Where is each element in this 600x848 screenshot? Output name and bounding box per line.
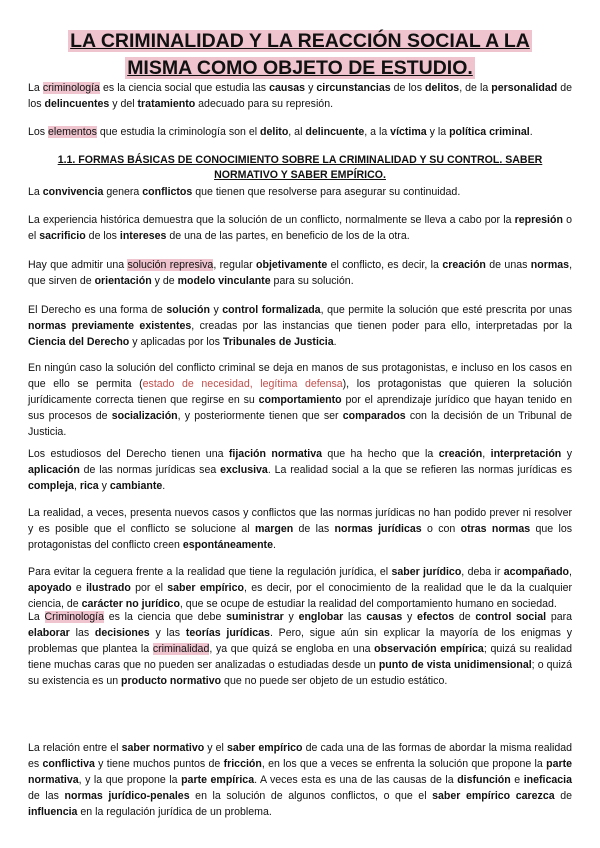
bold-term: causas	[366, 611, 403, 623]
text-run: . Pero, sigue aún sin explicar la mayoría de los enigmas y problemas que plantea la	[28, 627, 572, 655]
text-run: , creadas por las instancias que tienen poder para ello, interpretadas por la	[191, 320, 573, 332]
text-run: ,	[482, 448, 491, 460]
bold-term: delito	[260, 126, 289, 138]
text-run: y la	[426, 126, 450, 138]
bold-term: acompañado	[503, 566, 570, 578]
text-run: y el	[204, 742, 227, 754]
paragraph	[28, 446, 572, 494]
bold-term: control formalizada	[222, 304, 321, 316]
bold-term: saber jurídico	[391, 566, 462, 578]
paragraph	[28, 505, 572, 553]
text-run: o con	[421, 523, 461, 535]
paragraph	[28, 257, 572, 289]
text-run: . La realidad social a la que se refieren las normas jurídicas es	[267, 464, 572, 476]
text-run: ,	[569, 566, 572, 578]
text-run: .	[162, 480, 166, 492]
bold-term: conflictiva	[42, 758, 95, 770]
text-run: , que se ocupe de estudiar la realidad del comportamiento humano en sociedad.	[179, 598, 557, 610]
text-run: , y la que propone la	[78, 774, 182, 786]
text-run: de las	[28, 790, 65, 802]
text-run: . A veces esta es una de las causas de la	[254, 774, 458, 786]
paragraph	[28, 609, 572, 689]
bold-term: saber normativo	[121, 742, 205, 754]
text-run: , de la	[459, 82, 492, 94]
bold-term: apoyado	[28, 582, 72, 594]
text-run: y	[305, 82, 317, 94]
text-run: de	[554, 790, 572, 802]
text-run: Los estudiosos del Derecho tienen una	[28, 448, 229, 460]
paragraph	[28, 302, 572, 350]
text-run: de los	[85, 230, 120, 242]
text-run: La relación entre el	[28, 742, 122, 754]
text-run: es la ciencia que debe	[104, 611, 227, 623]
bold-term: producto normativo	[121, 675, 222, 687]
text-run: , y posteriormente tienen que ser	[177, 410, 343, 422]
text-run: , en los que a veces se enfrenta la solución que propone la	[261, 758, 547, 770]
text-run: , que permite la solución que esté prescrita por unas	[320, 304, 573, 316]
text-run: y aplicadas por los	[129, 336, 223, 348]
bold-term: carácter no jurídico	[81, 598, 180, 610]
paragraph	[28, 212, 572, 244]
text-run: y tiene muchos puntos de	[94, 758, 224, 770]
section-heading: 1.1. FORMAS BÁSICAS DE CONOCIMIENTO SOBRE LA CRIMINALIDAD Y SU CONTROL. SABER NORMATIVO Y SABER EMPÍRICO.	[57, 154, 543, 181]
bold-term: política criminal	[449, 126, 530, 138]
bold-term: orientación	[94, 275, 152, 287]
highlighted-term: criminalidad	[152, 643, 210, 655]
bold-term: suministrar	[226, 611, 284, 623]
text-run: en la regulación jurídica de un problema.	[77, 806, 272, 818]
bold-term: control social	[475, 611, 547, 623]
text-run: de las	[293, 523, 335, 535]
text-run: e	[71, 582, 87, 594]
paragraph	[28, 124, 572, 140]
paragraph	[28, 360, 572, 440]
bold-term: parte empírica	[181, 774, 255, 786]
text-run: por el aprendizaje jurídico que hayan tenido en sus procesos de	[28, 394, 572, 422]
text-run: ,	[73, 480, 80, 492]
bold-term: objetivamente	[256, 259, 328, 271]
bold-term: englobar	[298, 611, 344, 623]
text-run: , que sirven de	[28, 259, 573, 287]
highlighted-term: elementos	[48, 126, 97, 138]
bold-term: circunstancias	[316, 82, 391, 94]
text-run: ; quizá su realidad tiene muchas caras que no pueden ser analizadas o estudiadas desde un	[28, 643, 572, 671]
text-run: de	[454, 611, 476, 623]
bold-term: margen	[254, 523, 294, 535]
bold-term: delincuente	[305, 126, 365, 138]
text-run: La realidad, a veces, presenta nuevos casos y conflictos que las normas jurídicas no han podido prever ni resolver y es posible que el conflicto se solucione al	[28, 507, 572, 535]
text-run: y del	[109, 98, 138, 110]
text-run: que ha hecho que la	[322, 448, 439, 460]
bold-term: normas jurídicas	[334, 523, 422, 535]
bold-term: interpretación	[490, 448, 562, 460]
text-run: para	[546, 611, 573, 623]
bold-term: otras normas	[460, 523, 531, 535]
bold-term: efectos	[417, 611, 455, 623]
text-run: las	[343, 611, 367, 623]
bold-term: comparados	[342, 410, 406, 422]
bold-term: saber empírico	[227, 742, 303, 754]
bold-term: solución	[166, 304, 210, 316]
bold-term: decisiones	[94, 627, 150, 639]
paragraph	[28, 740, 572, 820]
bold-term: elaborar	[28, 627, 70, 639]
text-run: ; o quizá su existencia es un	[28, 659, 572, 687]
bold-term: observación empírica	[374, 643, 484, 655]
bold-term: Tribunales de Justicia	[222, 336, 334, 348]
bold-term: espontáneamente	[182, 539, 273, 551]
bold-term: rica	[79, 480, 99, 492]
bold-term: saber empírico	[167, 582, 244, 594]
bold-term: compleja	[28, 480, 74, 492]
highlighted-term: solución represiva	[127, 259, 214, 271]
bold-term: víctima	[390, 126, 427, 138]
bold-term: ineficacia	[523, 774, 572, 786]
bold-term: comportamiento	[258, 394, 342, 406]
bold-term: intereses	[119, 230, 167, 242]
bold-term: tratamiento	[137, 98, 196, 110]
text-run: , al	[288, 126, 306, 138]
bold-term: normas	[530, 259, 570, 271]
bold-term: ilustrado	[86, 582, 131, 594]
bold-term: delitos	[425, 82, 460, 94]
text-run: para su solución.	[270, 275, 354, 287]
bold-term: cambiante	[109, 480, 163, 492]
text-run: de una de las partes, en beneficio de los de la otra.	[166, 230, 410, 242]
bold-term: Ciencia del Derecho	[28, 336, 130, 348]
text-run: en la solución de algunos conflictos, o que el	[189, 790, 433, 802]
text-run: de cada una de las formas de abordar la misma realidad es	[28, 742, 572, 770]
text-run: , es decir, por el conocimiento de la realidad que le da la cualquier ciencia, de	[28, 582, 573, 610]
text-run: el conflicto, es decir, la	[327, 259, 443, 271]
text-run: La	[28, 611, 45, 623]
highlighted-term: Criminología	[44, 611, 104, 623]
bold-term: influencia	[28, 806, 78, 818]
text-run: es la ciencia social que estudia las	[99, 82, 270, 94]
text-run: .	[272, 539, 276, 551]
text-run: ), los protagonistas que quieren la solución jurídicamente correcta tienen que regirse en su	[28, 378, 573, 406]
document-title: LA CRIMINALIDAD Y LA REACCIÓN SOCIAL A LA MISMA COMO OBJETO DE ESTUDIO.	[70, 30, 530, 79]
text-run: y	[402, 611, 418, 623]
bold-term: fricción	[223, 758, 262, 770]
bold-term: represión	[514, 214, 563, 226]
text-run: adecuado para su represión.	[195, 98, 334, 110]
text-run: El Derecho es una forma de	[28, 304, 167, 316]
bold-term: creación	[438, 448, 483, 460]
paragraph	[28, 564, 572, 612]
text-run: y	[561, 448, 572, 460]
text-run: En ningún caso la solución del conflicto criminal se deja en manos de sus protagonistas, e incluso en los casos en que ello se permita (	[28, 362, 572, 390]
text-run: con la decisión de un Tribunal de Justicia.	[28, 410, 572, 438]
text-run: La experiencia histórica demuestra que la solución de un conflicto, normalmente se lleva a cabo por la	[28, 214, 515, 226]
bold-term: sacrificio	[39, 230, 86, 242]
text-run: y las	[149, 627, 186, 639]
bold-term: convivencia	[42, 186, 104, 198]
highlighted-term: criminología	[42, 82, 100, 94]
text-run: que no puede ser objeto de un estudio estático.	[221, 675, 448, 687]
bold-term: exclusiva	[220, 464, 268, 476]
bold-term: normas jurídico-penales	[64, 790, 190, 802]
bold-term: personalidad	[491, 82, 558, 94]
text-run: e	[510, 774, 524, 786]
text-run: Para evitar la ceguera frente a la realidad que tiene la regulación jurídica, el	[28, 566, 392, 578]
text-run: , ya que quizá se engloba en una	[209, 643, 375, 655]
text-run: , a la	[364, 126, 391, 138]
bold-term: socialización	[111, 410, 178, 422]
text-run: .	[333, 336, 337, 348]
text-run: La	[28, 186, 43, 198]
text-run: de los	[28, 82, 573, 110]
text-run: que tienen que resolverse para asegurar su continuidad.	[192, 186, 461, 198]
text-run: , regular	[213, 259, 256, 271]
text-run: Hay que admitir una	[28, 259, 128, 271]
text-run: que los protagonistas del conflicto creen	[28, 523, 573, 551]
text-run: genera	[103, 186, 143, 198]
bold-term: parte normativa	[28, 758, 572, 786]
paragraph	[28, 80, 572, 112]
bold-term: disfunción	[457, 774, 511, 786]
text-run: las	[69, 627, 95, 639]
text-run: Los	[28, 126, 49, 138]
bold-term: punto de vista unidimensional	[378, 659, 532, 671]
text-run: y	[283, 611, 299, 623]
colored-reference: estado de necesidad, legítima defensa	[142, 378, 343, 390]
text-run: y	[98, 480, 110, 492]
bold-term: delincuentes	[44, 98, 110, 110]
bold-term: saber empírico carezca	[432, 790, 555, 802]
text-run: La	[28, 82, 43, 94]
bold-term: teorías jurídicas	[185, 627, 270, 639]
bold-term: conflictos	[142, 186, 193, 198]
text-run: de los	[390, 82, 426, 94]
text-run: o el	[28, 214, 572, 242]
text-run: de unas	[485, 259, 531, 271]
bold-term: aplicación	[28, 464, 80, 476]
bold-term: modelo vinculante	[177, 275, 271, 287]
text-run: que estudia la criminología son el	[96, 126, 261, 138]
paragraph	[28, 184, 572, 200]
text-run: y	[209, 304, 223, 316]
text-run: .	[529, 126, 533, 138]
text-run: , deba ir	[461, 566, 504, 578]
text-run: de las normas jurídicas sea	[79, 464, 221, 476]
bold-term: fijación normativa	[228, 448, 323, 460]
bold-term: normas previamente existentes	[28, 320, 192, 332]
text-run: y de	[151, 275, 178, 287]
text-run: por el	[130, 582, 168, 594]
bold-term: causas	[269, 82, 306, 94]
bold-term: creación	[442, 259, 486, 271]
